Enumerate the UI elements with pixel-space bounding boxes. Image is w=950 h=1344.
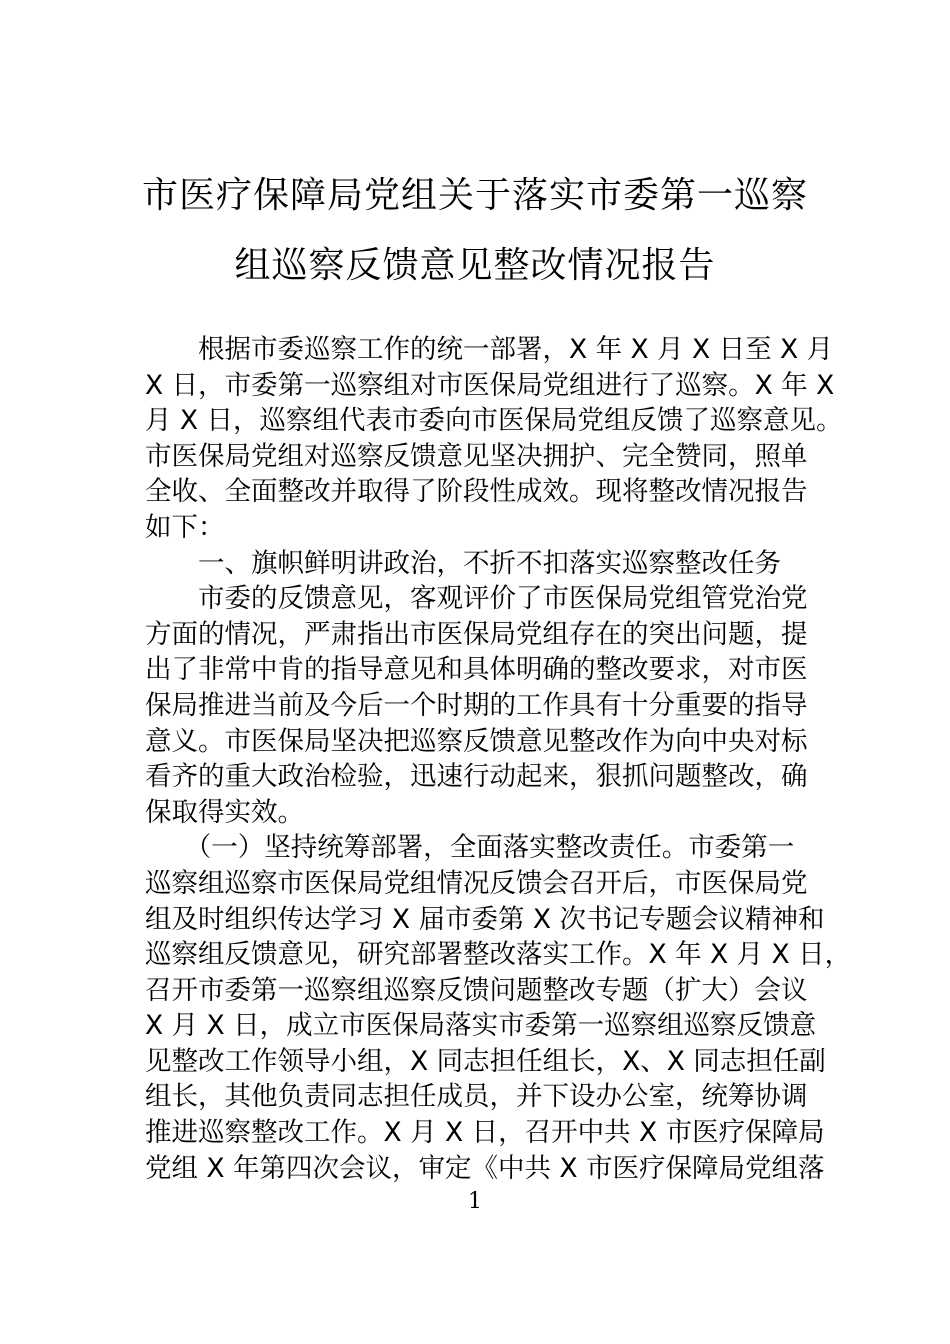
document-body (145, 332, 852, 1186)
body-line: 召开市委第一巡察组巡察反馈问题整改专题（扩大）会议 (145, 974, 808, 1006)
subsection-line: （一）坚持统筹部署，全面落实整改责任。市委第一 (145, 832, 795, 864)
document-title-line-1: 市医疗保障局党组关于落实市委第一巡察 (141, 175, 808, 216)
body-line: 保取得实效。 (145, 796, 304, 828)
body-line: 保局推进当前及今后一个时期的工作具有十分重要的指导 (145, 689, 808, 721)
body-line: 巡察组巡察市医保局党组情况反馈会召开后，市医保局党 (145, 867, 808, 899)
body-line: 组及时组织传达学习 X 届市委第 X 次书记专题会议精神和 (145, 903, 825, 935)
body-line: 推进巡察整改工作。X 月 X 日，召开中共 X 市医疗保障局 (145, 1117, 825, 1149)
body-line: X 月 X 日，成立市医保局落实市委第一巡察组巡察反馈意 (145, 1010, 817, 1042)
body-line: 市委的反馈意见，客观评价了市医保局党组管党治党 (145, 583, 808, 615)
body-line: 看齐的重大政治检验，迅速行动起来，狠抓问题整改，确 (145, 761, 808, 793)
page-number: 1 (468, 1189, 482, 1214)
body-line: X 日，市委第一巡察组对市医保局党组进行了巡察。X 年 X (145, 369, 835, 401)
body-line: 全收、全面整改并取得了阶段性成效。现将整改情况报告 (145, 476, 808, 508)
body-line: 意义。市医保局坚决把巡察反馈意见整改作为向中央对标 (145, 725, 808, 757)
body-line: 市医保局党组对巡察反馈意见坚决拥护、完全赞同，照单 (145, 440, 808, 472)
body-line: 根据市委巡察工作的统一部署，X 年 X 月 X 日至 X 月 (145, 334, 834, 365)
section-heading: 一、旗帜鲜明讲政治，不折不扣落实巡察整改任务 (145, 547, 781, 579)
body-line: 党组 X 年第四次会议，审定《中共 X 市医疗保障局党组落 (145, 1152, 825, 1184)
body-line: 如下： (145, 511, 225, 543)
body-line: 组长，其他负责同志担任成员，并下设办公室，统筹协调 (145, 1081, 808, 1113)
body-line: 见整改工作领导小组，X 同志担任组长，X、X 同志担任副 (145, 1045, 826, 1077)
document-title-line-2: 组巡察反馈意见整改情况报告 (234, 245, 716, 286)
body-line: 出了非常中肯的指导意见和具体明确的整改要求，对市医 (145, 654, 808, 686)
body-line: 巡察组反馈意见，研究部署整改落实工作。X 年 X 月 X 日， (145, 939, 852, 971)
body-line: 月 X 日，巡察组代表市委向市医保局党组反馈了巡察意见。 (145, 405, 843, 437)
body-line: 方面的情况，严肃指出市医保局党组存在的突出问题，提 (145, 618, 808, 650)
